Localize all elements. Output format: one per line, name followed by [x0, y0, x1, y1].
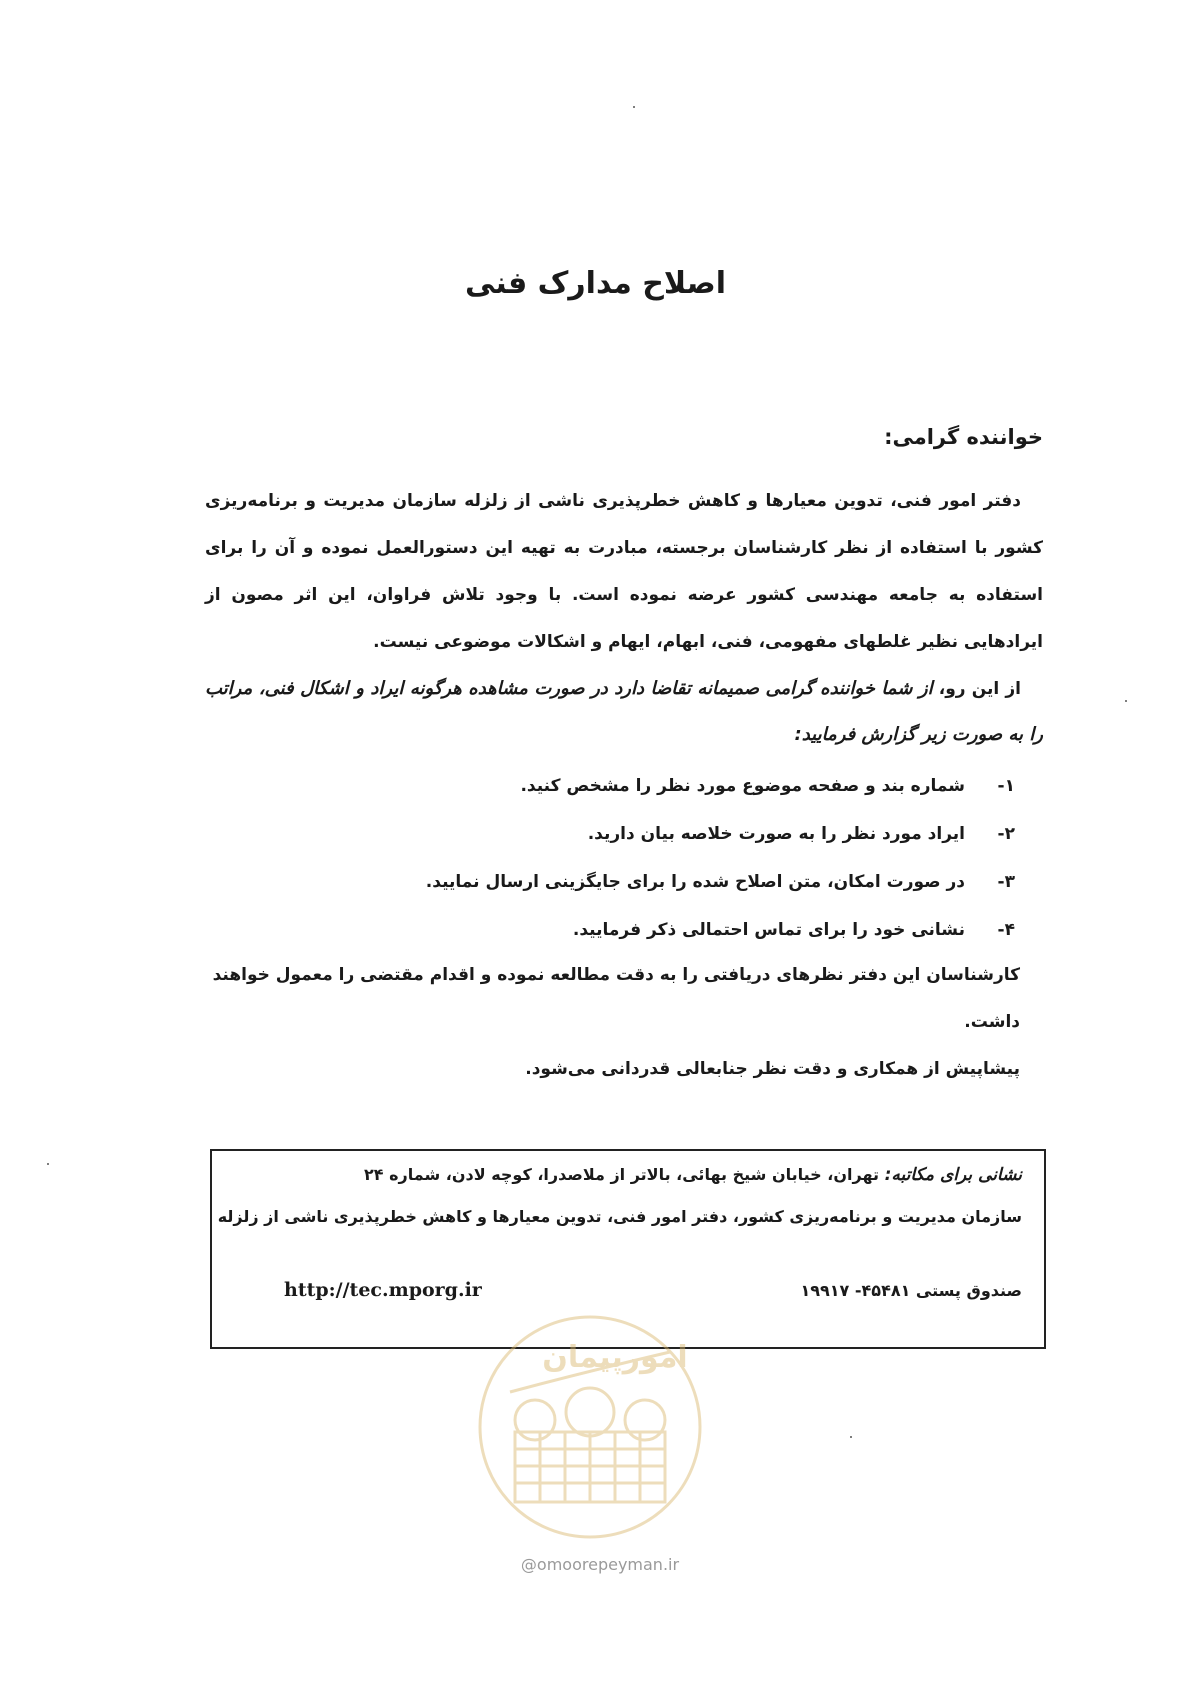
- watermark-logo-icon: [475, 1312, 705, 1542]
- paragraph-request-lead: از این رو،: [938, 679, 1022, 699]
- list-item-text: در صورت امکان، متن اصلاح شده را برای جایگزینی ارسال نمایید.: [425, 872, 965, 892]
- list-item-text: شماره بند و صفحه موضوع مورد نظر را مشخص کنید.: [520, 776, 965, 796]
- paragraph-request: [205, 666, 1043, 758]
- po-box: صندوق پستی ۴۵۴۸۱- ۱۹۹۱۷: [800, 1281, 1022, 1300]
- list-item-text: نشانی خود را برای تماس احتمالی ذکر فرمایید.: [572, 920, 965, 940]
- watermark-caption: @omoorepeyman.ir: [520, 1555, 680, 1574]
- organization-line: سازمان مدیریت و برنامه‌ریزی کشور، دفتر امور فنی، تدوین معیارها و کاهش خطرپذیری ناشی از زلزله: [217, 1207, 1022, 1226]
- paragraph-intro: دفتر امور فنی، تدوین معیارها و کاهش خطرپذیری ناشی از زلزله سازمان مدیریت و برنامه‌ریزی کشور با استفاده از نظر کارشناسان برجسته، مبادرت به تهیه این دستورالعمل نموده و آن را برای استفاده به جامعه مهندسی کشور عرضه نموده است. با وجود تلاش فراوان، این اثر مصون از ایرادهایی نظیر غلطهای مفهومی، فنی، ابهام، ایهام و اشکالات موضوعی نیست.: [205, 491, 1043, 652]
- address-label: نشانی برای مکاتبه:: [884, 1165, 1022, 1185]
- address-line: [364, 1165, 1022, 1185]
- scan-speck: [633, 106, 635, 108]
- salutation: خواننده گرامی:: [884, 425, 1043, 449]
- paragraph-request-emphasis: از شما خواننده گرامی صمیمانه تقاضا دارد در صورت مشاهده هرگونه ایراد و اشکال فنی، مراتب را به صورت زیر گزارش فرمایید:: [205, 678, 1043, 745]
- list-item-number: ۲-: [997, 824, 1015, 844]
- page-title: اصلاح مدارک فنی: [465, 266, 726, 301]
- scan-speck: [1125, 700, 1127, 702]
- list-item: [205, 906, 1015, 954]
- list-item: [205, 858, 1015, 906]
- address-text: تهران، خیابان شیخ بهائی، بالاتر از ملاصدرا، کوچه لادن، شماره ۲۴: [363, 1165, 880, 1184]
- closing-text: [205, 952, 1020, 1093]
- list-item: [205, 810, 1015, 858]
- website-link[interactable]: http://tec.mporg.ir: [284, 1279, 482, 1301]
- closing-line-1: کارشناسان این دفتر نظرهای دریافتی را به دقت مطالعه نموده و اقدام مقتضی را معمول خواهند داشت.: [212, 965, 1020, 1032]
- watermark-logo-text: امورپیمان: [542, 1340, 688, 1375]
- list-item-text: ایراد مورد نظر را به صورت خلاصه بیان دارید.: [587, 824, 965, 844]
- report-steps-list: [205, 762, 1015, 954]
- scan-speck: [47, 1163, 49, 1165]
- list-item: [205, 762, 1015, 810]
- scan-speck: [850, 1436, 852, 1438]
- list-item-number: ۳-: [997, 872, 1015, 892]
- list-item-number: ۴-: [997, 920, 1015, 940]
- list-item-number: ۱-: [997, 776, 1015, 796]
- closing-line-2: پیشاپیش از همکاری و دقت نظر جنابعالی قدردانی می‌شود.: [525, 1059, 1020, 1079]
